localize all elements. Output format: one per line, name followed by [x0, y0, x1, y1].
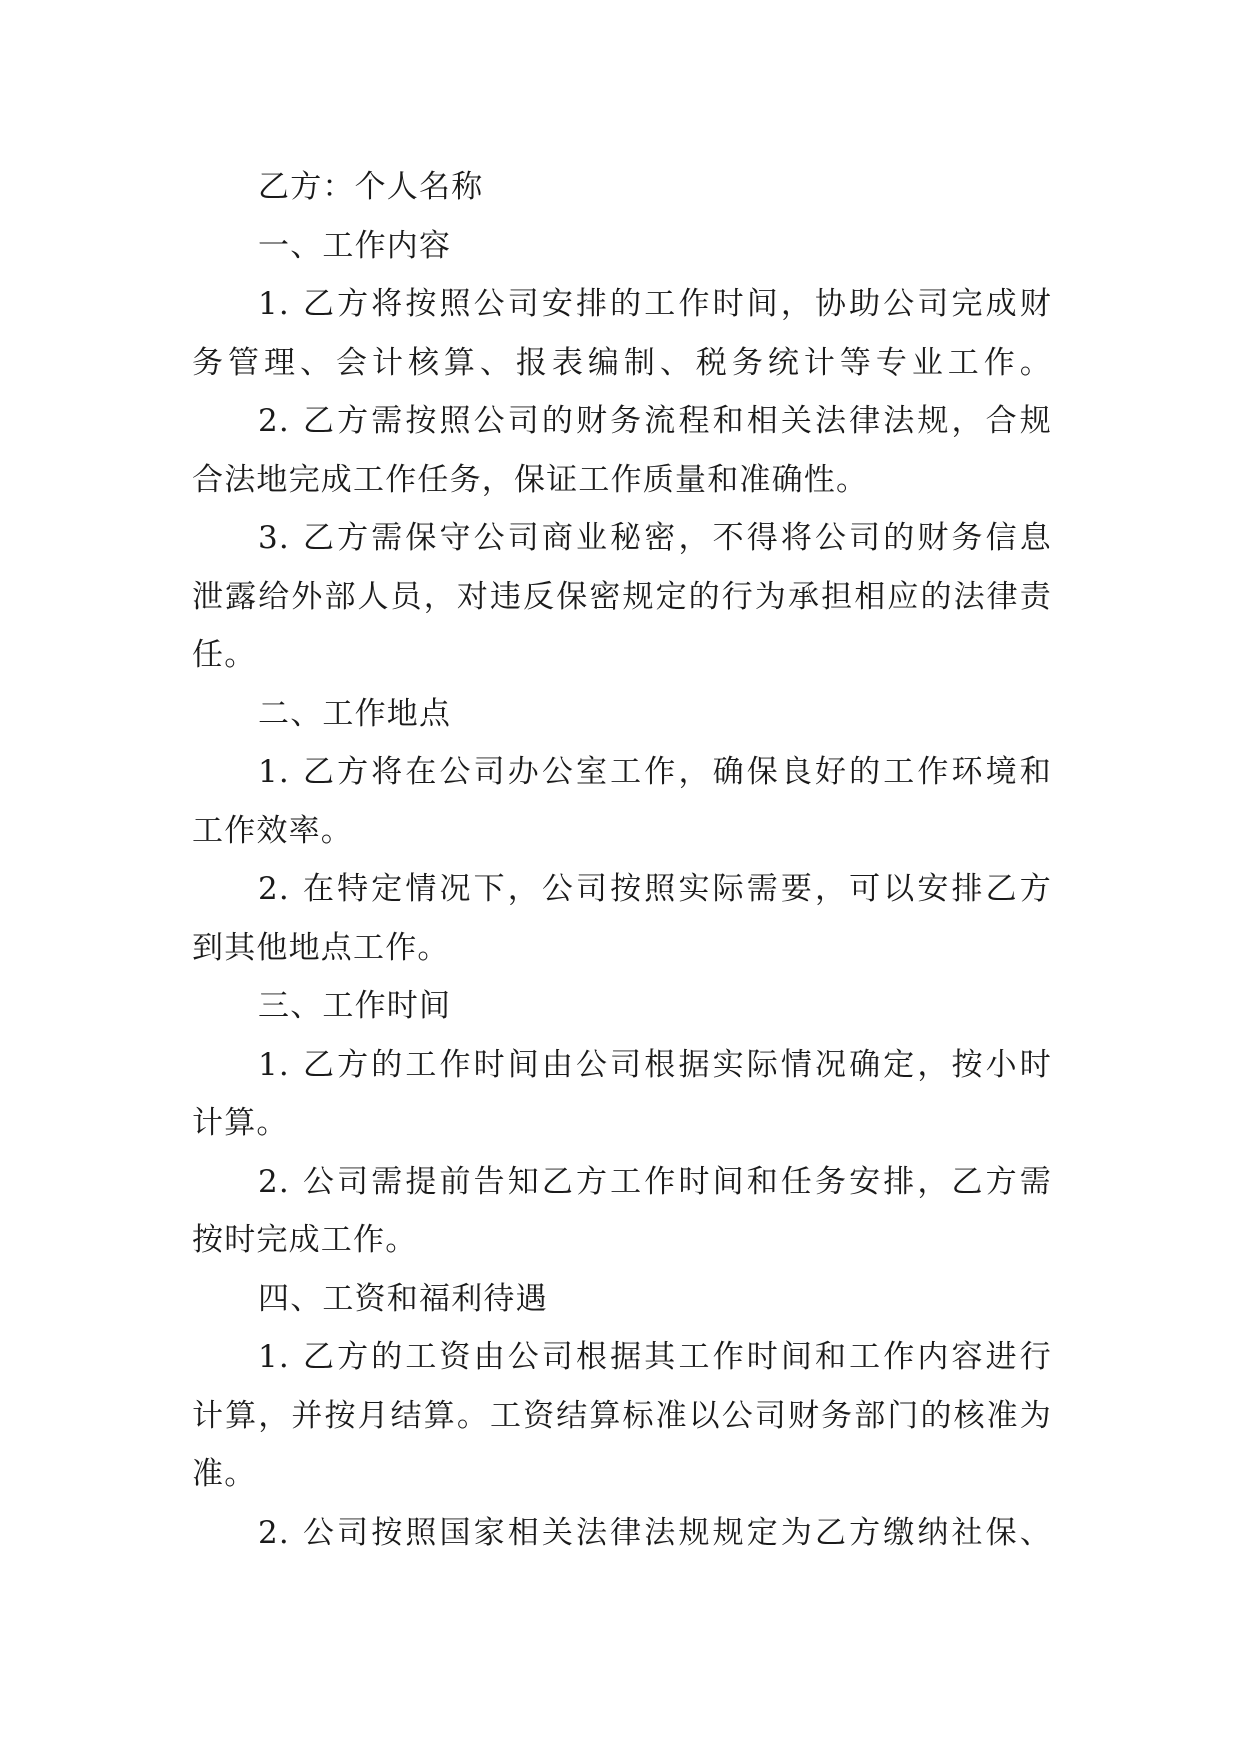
- text-line: 三、工作时间: [258, 988, 452, 1024]
- text-line: 任。: [192, 637, 257, 673]
- text-line: 四、工资和福利待遇: [258, 1280, 548, 1317]
- text-line: 1. 乙方将按照公司安排的工作时间，协助公司完成财: [258, 286, 1052, 322]
- text-line: 2. 乙方需按照公司的财务流程和相关法律法规，合规: [258, 403, 1052, 439]
- text-line: 1. 乙方的工资由公司根据其工作时间和工作内容进行: [258, 1339, 1052, 1375]
- text-line: 2. 在特定情况下，公司按照实际需要，可以安排乙方: [258, 871, 1052, 907]
- text-line: 合法地完成工作任务，保证工作质量和准确性。: [192, 461, 869, 498]
- text-line: 一、工作内容: [258, 227, 452, 264]
- text-line: 泄露给外部人员，对违反保密规定的行为承担相应的法律责: [192, 578, 1052, 615]
- text-line: 计算，并按月结算。工资结算标准以公司财务部门的核准为: [192, 1397, 1052, 1434]
- text-line: 到其他地点工作。: [192, 929, 450, 966]
- text-line: 工作效率。: [192, 812, 353, 849]
- text-line: 2. 公司按照国家相关法律法规规定为乙方缴纳社保、: [258, 1514, 1052, 1551]
- text-line: 2. 公司需提前告知乙方工作时间和任务安排，乙方需: [258, 1163, 1052, 1200]
- text-line: 乙方：个人名称: [258, 169, 484, 205]
- text-line: 二、工作地点: [258, 695, 452, 732]
- text-line: 1. 乙方的工作时间由公司根据实际情况确定，按小时: [258, 1046, 1052, 1083]
- text-line: 务管理、会计核算、报表编制、税务统计等专业工作。: [192, 344, 1052, 381]
- text-line: 3. 乙方需保守公司商业秘密，不得将公司的财务信息: [258, 520, 1052, 556]
- text-line: 1. 乙方将在公司办公室工作，确保良好的工作环境和: [258, 754, 1052, 790]
- text-line: 准。: [192, 1456, 257, 1492]
- text-line: 计算。: [192, 1105, 289, 1141]
- document-body: [192, 158, 1052, 1562]
- text-line: 按时完成工作。: [192, 1222, 418, 1258]
